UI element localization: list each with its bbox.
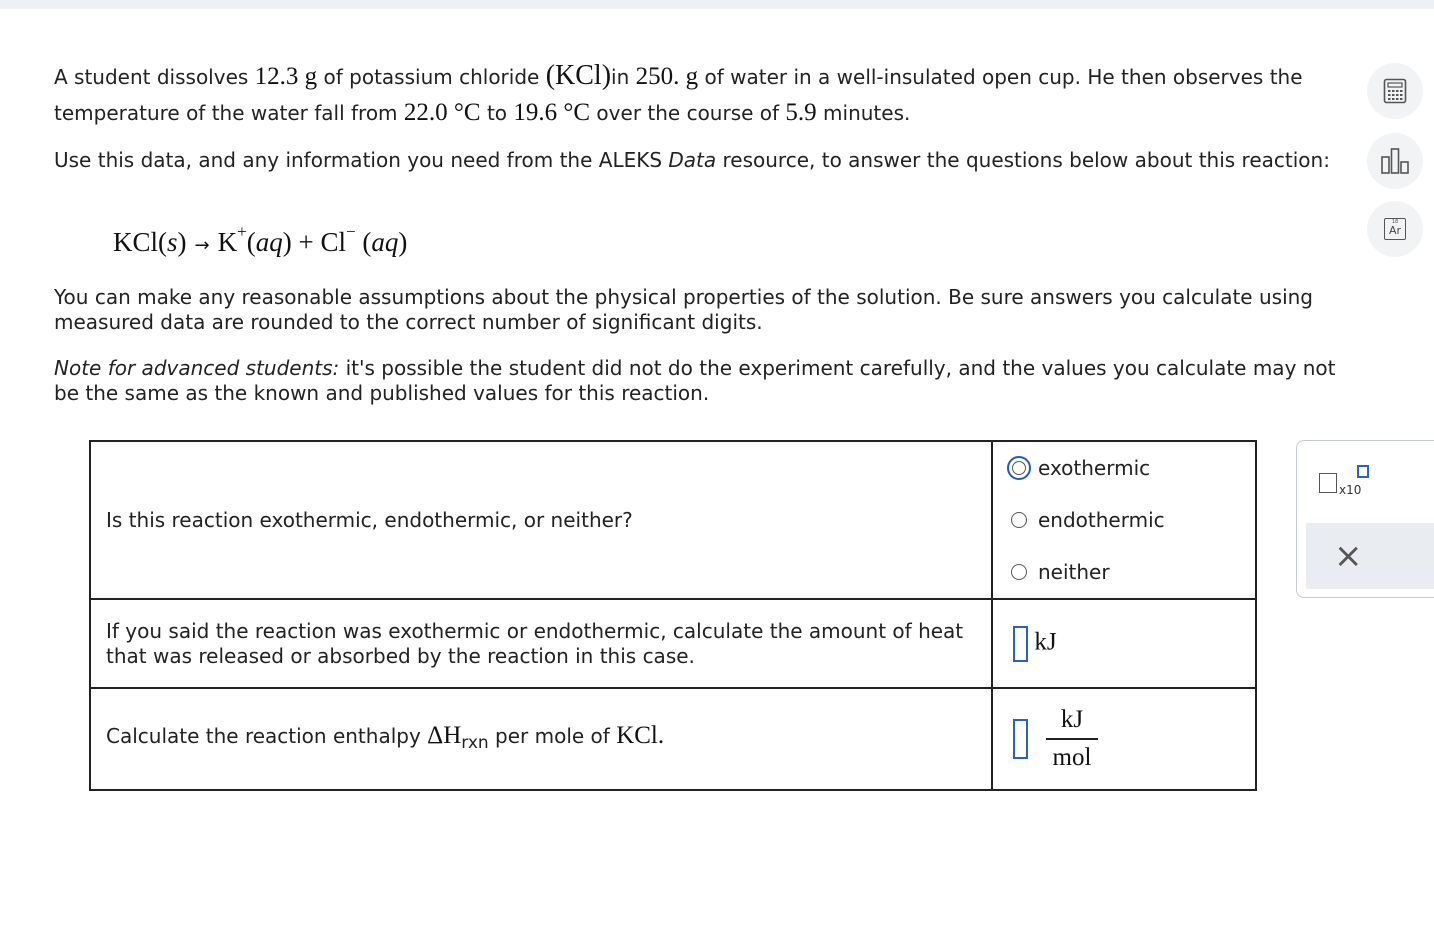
top-bar: [0, 0, 1434, 9]
advanced-note: Note for advanced students: it's possible the student did not do the experiment carefully, and the values you calculate may not be the same as the known and published values for this reaction.: [54, 356, 1336, 405]
option-endothermic[interactable]: endothermic: [1005, 494, 1243, 546]
table-row: [90, 599, 1256, 688]
assumptions-text: You can make any reasonable assumptions about the physical properties of the solution. Be sure answers you calculate using measured data are rounded to the correct number of significant digits.: [54, 285, 1313, 334]
heat-input[interactable]: [1013, 626, 1028, 662]
reaction-equation: KCl(s) → K+(aq) + Cl− (aq): [113, 222, 408, 257]
radio-endothermic[interactable]: [1011, 512, 1027, 528]
bar-chart-icon: [1380, 147, 1410, 175]
enthalpy-input[interactable]: [1013, 719, 1028, 759]
data-instruction: Use this data, and any information you need from the ALEKS Data resource, to answer the questions below about this reaction:: [54, 148, 1330, 172]
answer-1: [992, 441, 1256, 599]
periodic-table-icon: 18 Ar: [1384, 218, 1406, 240]
question-3: Calculate the reaction enthalpy $\Delta H_{rxn}$ per mole of KCl.: [90, 688, 992, 790]
radio-exothermic[interactable]: [1007, 456, 1031, 480]
x10-button[interactable]: x10: [1319, 461, 1379, 501]
unit-fraction: $\frac{kJ}{\text{mol}}$: [1046, 706, 1098, 772]
close-icon: ×: [1334, 536, 1363, 576]
table-row: [90, 441, 1256, 599]
reaction-arrow: →: [194, 235, 210, 256]
radio-neither[interactable]: [1011, 564, 1027, 580]
aleks-data-link[interactable]: Data: [668, 148, 717, 172]
table-row: [90, 688, 1256, 790]
chart-button[interactable]: [1367, 133, 1423, 189]
option-exothermic[interactable]: exothermic: [1005, 442, 1243, 494]
intro-paragraph: A student dissolves 12.3 g of potassium chloride (KCl)in 250. g of water in a well-insulated open cup. He then observes the temperature of the water fall from 22.0 °C to 19.6 °C over the course of 5.9 minutes.: [54, 60, 1303, 126]
periodic-table-button[interactable]: [1367, 201, 1423, 257]
calculator-button[interactable]: [1367, 63, 1423, 119]
option-neither[interactable]: neither: [1005, 546, 1243, 598]
calculator-icon: [1383, 78, 1407, 104]
clear-button[interactable]: [1306, 523, 1434, 589]
answer-tools-panel: [1296, 440, 1434, 598]
question-2: If you said the reaction was exothermic or endothermic, calculate the amount of heat that was released or absorbed by the reaction in this case.: [90, 599, 992, 688]
question-table: [89, 440, 1257, 791]
answer-2: [992, 599, 1256, 688]
heat-unit: kJ: [1034, 628, 1057, 655]
question-1: Is this reaction exothermic, endothermic, or neither?: [90, 441, 992, 599]
answer-3: [992, 688, 1256, 790]
